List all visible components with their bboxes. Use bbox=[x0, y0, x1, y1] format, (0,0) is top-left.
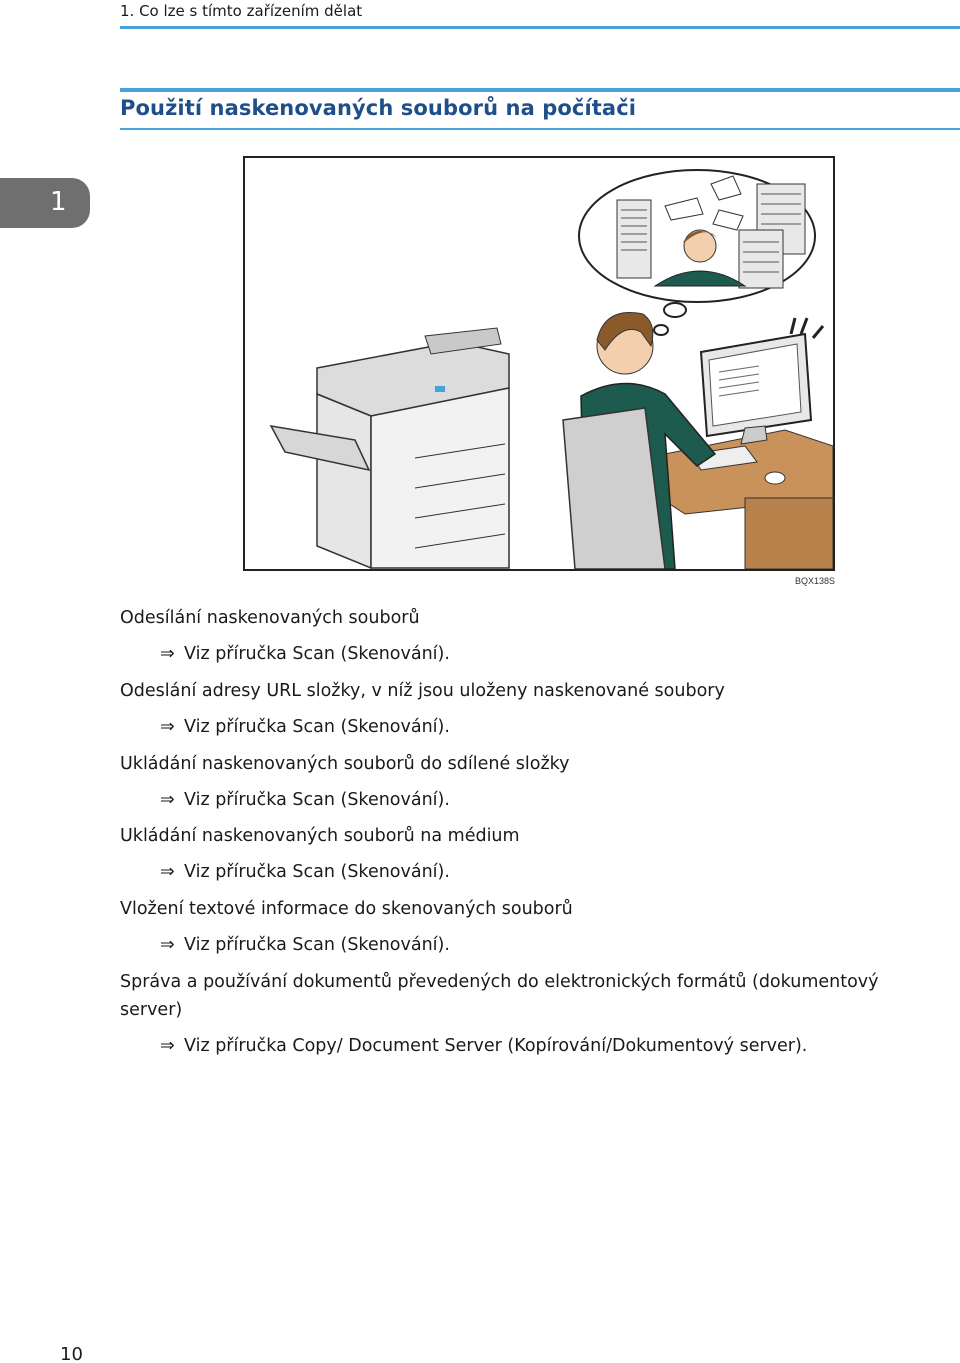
section-rule-bottom bbox=[120, 128, 960, 130]
arrow-icon: ⇒ bbox=[160, 644, 175, 664]
arrow-icon: ⇒ bbox=[160, 1036, 175, 1056]
printer bbox=[271, 328, 509, 568]
entry-title-6: Správa a používání dokumentů převedených do elektronických formátů (dokumentový server) bbox=[120, 972, 879, 1020]
entry-ref-text: Viz příručka Scan (Skenování). bbox=[184, 644, 450, 664]
entry-ref-2 bbox=[160, 717, 450, 737]
entry-ref-text: Viz příručka Scan (Skenování). bbox=[184, 862, 450, 882]
entry-ref-5 bbox=[160, 935, 450, 955]
entry-ref-3 bbox=[160, 790, 450, 810]
section-rule-top bbox=[120, 88, 960, 92]
chapter-tab bbox=[0, 178, 90, 228]
arrow-icon: ⇒ bbox=[160, 862, 175, 882]
page-number: 10 bbox=[60, 1344, 83, 1363]
section-title: Použití naskenovaných souborů na počítači bbox=[120, 96, 637, 120]
entry-ref-4 bbox=[160, 862, 450, 882]
entry-ref-text: Viz příručka Scan (Skenování). bbox=[184, 935, 450, 955]
scanner-illustration bbox=[243, 156, 835, 571]
chapter-tab-number: 1 bbox=[50, 187, 67, 217]
entry-ref-text: Viz příručka Copy/ Document Server (Kopírování/Dokumentový server). bbox=[184, 1036, 808, 1056]
arrow-icon: ⇒ bbox=[160, 790, 175, 810]
entry-title-1: Odesílání naskenovaných souborů bbox=[120, 608, 420, 628]
office-worker bbox=[563, 312, 715, 569]
illustration-drawing bbox=[245, 158, 833, 569]
entry-title-3: Ukládání naskenovaných souborů do sdílené složky bbox=[120, 754, 570, 774]
entry-ref-text: Viz příručka Scan (Skenování). bbox=[184, 717, 450, 737]
arrow-icon: ⇒ bbox=[160, 935, 175, 955]
entry-ref-6 bbox=[160, 1036, 807, 1056]
thought-bubble bbox=[579, 170, 815, 335]
header-rule bbox=[120, 26, 960, 29]
running-header: 1. Co lze s tímto zařízením dělat bbox=[120, 2, 363, 20]
entry-title-5: Vložení textové informace do skenovaných souborů bbox=[120, 899, 573, 919]
entry-title-2: Odeslání adresy URL složky, v níž jsou uloženy naskenované soubory bbox=[120, 681, 725, 701]
entry-ref-1 bbox=[160, 644, 450, 664]
figure-code: BQX138S bbox=[795, 576, 836, 586]
entry-title-4: Ukládání naskenovaných souborů na médium bbox=[120, 826, 520, 846]
entry-ref-text: Viz příručka Scan (Skenování). bbox=[184, 790, 450, 810]
arrow-icon: ⇒ bbox=[160, 717, 175, 737]
